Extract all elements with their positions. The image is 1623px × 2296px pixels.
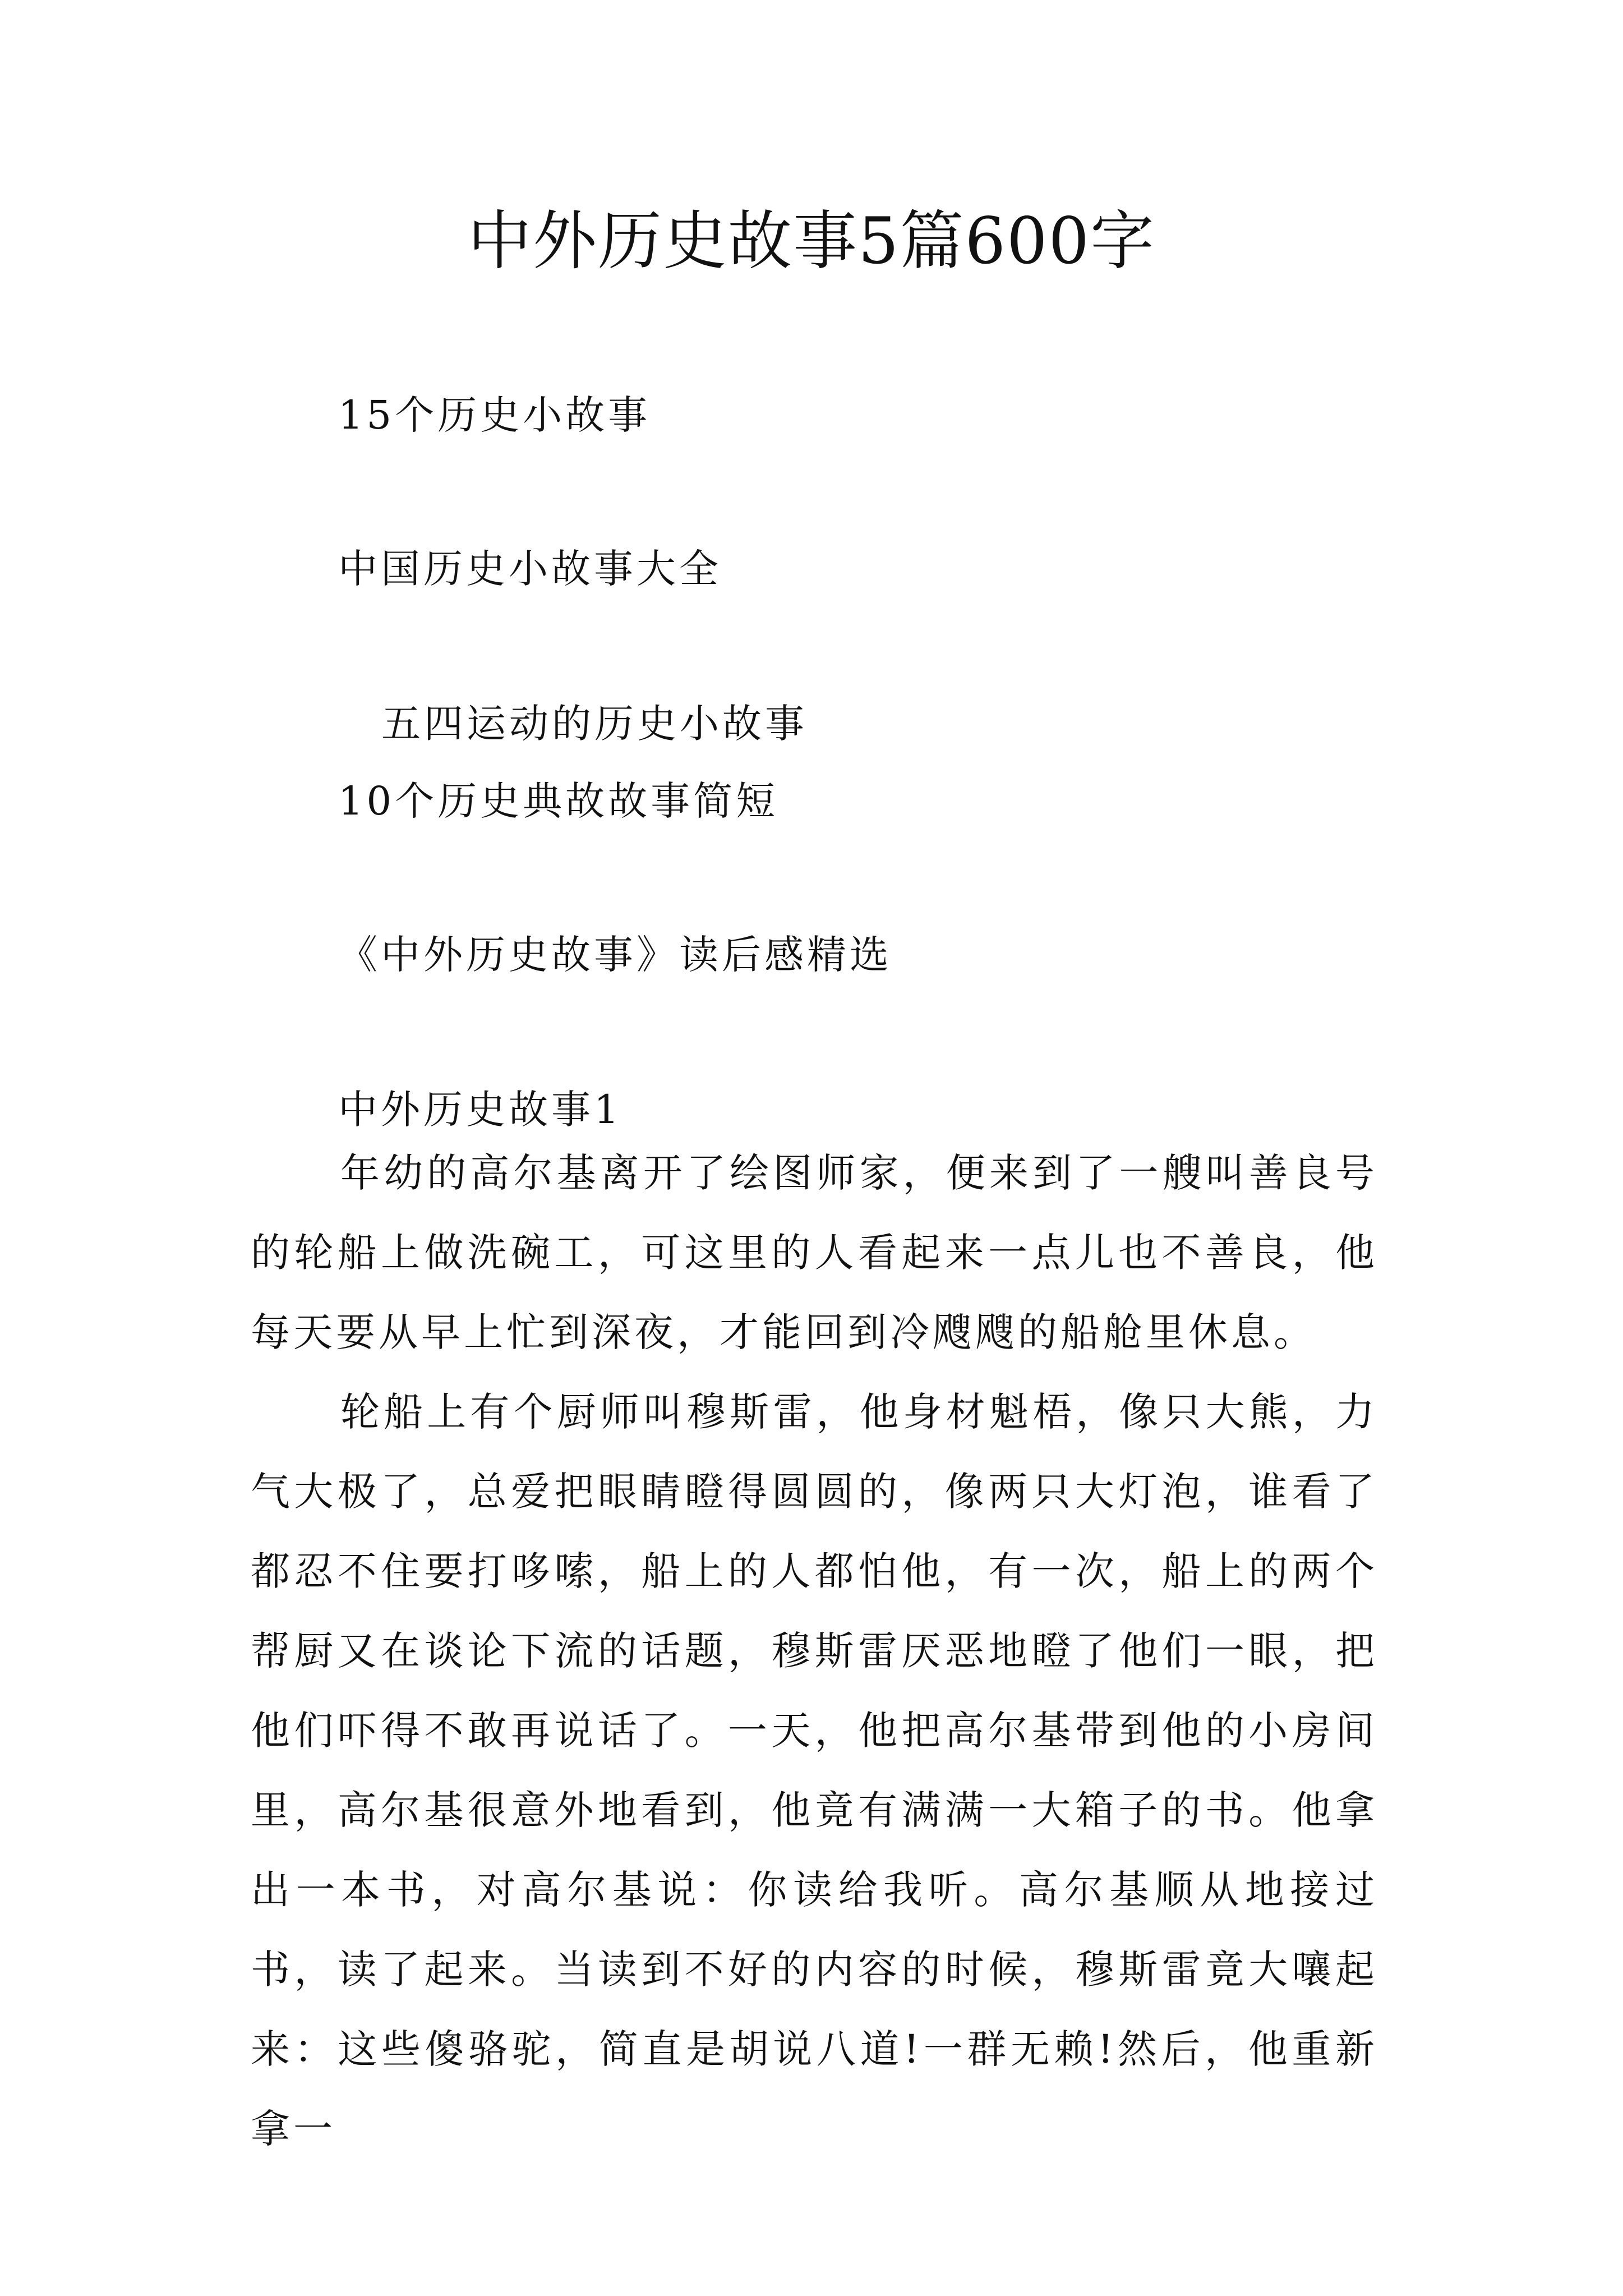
- body-text: [251, 1133, 1378, 2169]
- link-item-4: 10个历史典故故事简短: [338, 778, 779, 824]
- section-heading: 中外历史故事1: [338, 1087, 623, 1133]
- link-item-3: 五四运动的历史小故事: [381, 701, 808, 747]
- paragraph-1: 年幼的高尔基离开了绘图师家，便来到了一艘叫善良号的轮船上做洗碗工，可这里的人看起来一点儿也不善良，他每天要从早上忙到深夜，才能回到冷飕飕的船舱里休息。: [251, 1150, 1378, 1355]
- document-title: 中外历史故事5篇600字: [467, 204, 1156, 278]
- link-item-2: 中国历史小故事大全: [338, 546, 722, 592]
- paragraph-2: 轮船上有个厨师叫穆斯雷，他身材魁梧，像只大熊，力气大极了，总爱把眼睛瞪得圆圆的，像两只大灯泡，谁看了都忍不住要打哆嗦，船上的人都怕他，有一次，船上的两个帮厨又在谈论下流的话题，穆斯雷厌恶地瞪了他们一眼，把他们吓得不敢再说话了。一天，他把高尔基带到他的小房间里，高尔基很意外地看到，他竟有满满一大箱子的书。他拿出一本书，对高尔基说：你读给我听。高尔基顺从地接过书，读了起来。当读到不好的内容的时候，穆斯雷竟大嚷起来：这些傻骆驼，简直是胡说八道!一群无赖!然后，他重新拿一: [251, 1389, 1378, 2152]
- link-item-5: 《中外历史故事》读后感精选: [338, 932, 892, 978]
- link-item-1: 15个历史小故事: [338, 392, 651, 438]
